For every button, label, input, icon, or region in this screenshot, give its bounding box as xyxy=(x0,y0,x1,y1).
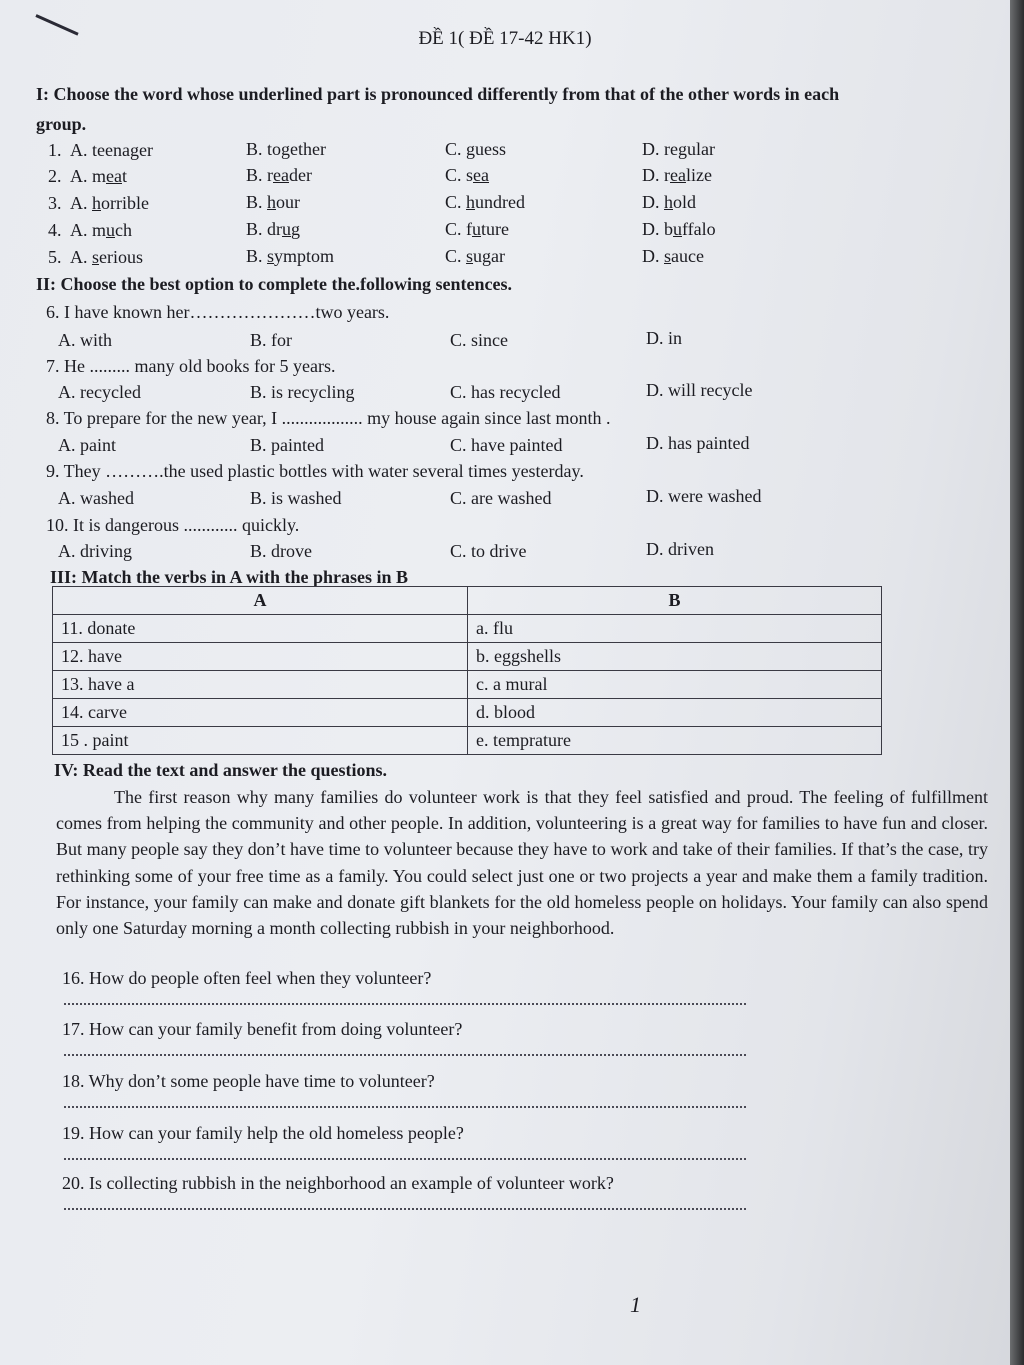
q10-option-b: B. drove xyxy=(250,541,312,561)
verb-cell: 14. carve xyxy=(53,699,468,727)
option-text-segment: ugar xyxy=(473,246,506,266)
question-20: 20. Is collecting rubbish in the neighborhood an example of volunteer work? xyxy=(62,1173,614,1193)
table-row xyxy=(53,643,882,671)
q1-number: 1. xyxy=(48,140,62,160)
q1-option-b xyxy=(246,139,326,160)
option-text-segment: erious xyxy=(99,247,144,267)
option-text-segment: u xyxy=(472,219,481,239)
option-text-segment: s xyxy=(466,246,474,266)
option-text-segment: A. xyxy=(70,247,92,267)
section1-heading-line1: I: Choose the word whose underlined part is pronounced differently from that of the other words in each xyxy=(36,84,840,104)
option-text-segment: ymptom xyxy=(274,246,335,266)
option-text-segment: h xyxy=(466,192,476,212)
verb-cell: 15 . paint xyxy=(53,727,468,755)
q4-option-d xyxy=(642,219,716,240)
answer-line-18 xyxy=(64,1106,746,1108)
q10-option-a: A. driving xyxy=(58,541,132,561)
option-text-segment: lize xyxy=(685,165,712,185)
q7-stem: 7. He ......... many old books for 5 years. xyxy=(46,356,336,376)
q8-option-b: B. painted xyxy=(250,435,324,455)
phrase-cell: c. a mural xyxy=(468,671,882,699)
q7-option-b: B. is recycling xyxy=(250,382,355,402)
option-text-segment: ch xyxy=(115,220,132,240)
q9-stem: 9. They ……….the used plastic bottles with water several times yesterday. xyxy=(46,461,584,481)
q8-option-c: C. have painted xyxy=(450,435,563,455)
q7-option-d: D. will recycle xyxy=(646,380,753,400)
section3-heading: III: Match the verbs in A with the phrases in B xyxy=(50,567,409,587)
verb-cell: 11. donate xyxy=(53,615,468,643)
option-text-segment: B. dr xyxy=(246,219,282,239)
option-text-segment: s xyxy=(92,247,100,267)
table-row xyxy=(53,615,882,643)
q6-option-c: C. since xyxy=(450,330,508,350)
option-text-segment: A. xyxy=(70,193,92,213)
option-text-segment: u xyxy=(106,220,115,240)
q8-option-a: A. paint xyxy=(58,435,116,455)
option-text-segment: ea xyxy=(106,166,122,186)
page-number: 1 xyxy=(630,1292,641,1317)
option-text-segment: t xyxy=(121,166,127,186)
section4-heading: IV: Read the text and answer the questions. xyxy=(54,760,388,780)
option-text-segment: B. xyxy=(246,192,268,212)
verb-cell: 12. have xyxy=(53,643,468,671)
option-text-segment: C. xyxy=(445,246,467,266)
answer-line-16 xyxy=(64,1003,746,1005)
q6-option-a: A. with xyxy=(58,330,112,350)
q5-option-b xyxy=(246,246,334,267)
option-text-segment: C. f xyxy=(445,219,472,239)
q7-option-c: C. has recycled xyxy=(450,382,561,402)
column-a-header: A xyxy=(53,587,468,615)
option-text-segment: B. r xyxy=(246,165,273,185)
option-text-segment: D. regular xyxy=(642,139,715,159)
q2-option-c xyxy=(445,165,489,186)
option-text-segment: ture xyxy=(481,219,509,239)
phrase-cell: a. flu xyxy=(468,615,882,643)
exam-title: ĐỀ 1( ĐỀ 17-42 HK1) xyxy=(418,28,592,49)
option-text-segment: h xyxy=(664,192,673,212)
q5-option-d xyxy=(642,246,704,267)
q2-number: 2. xyxy=(48,166,62,186)
q1-option-c xyxy=(445,139,506,160)
reading-passage-text: The first reason why many families do volunteer work is that they feel satisfied and proud. The feeling of fulfillment comes from helping the community and other people. In addition, volunteering is a great way for families to have fun and closer. But many people say they don’t have time to volunteer because they have to work and take of their families. If that’s the case, try rethinking some of your free time as a family. You could select just one or two projects a year and make them a family tradition. For instance, your family can make and donate gift blankets for the old homeless people on holidays. Your family can also spend only one Saturday morning a month collecting rubbish in your neighborhood. xyxy=(56,787,988,939)
option-text-segment: D. r xyxy=(642,165,670,185)
verb-cell: 13. have a xyxy=(53,671,468,699)
q3-option-b xyxy=(246,192,300,213)
q10-option-c: C. to drive xyxy=(450,541,527,561)
question-18: 18. Why don’t some people have time to volunteer? xyxy=(62,1071,435,1091)
q10-option-d: D. driven xyxy=(646,539,714,559)
phrase-cell: e. temprature xyxy=(468,727,882,755)
matching-table xyxy=(52,586,882,755)
q3-option-c xyxy=(445,192,525,213)
answer-line-20 xyxy=(64,1208,746,1210)
q6-option-b: B. for xyxy=(250,330,292,350)
option-text-segment: D. xyxy=(642,192,664,212)
q4-option-b xyxy=(246,219,300,240)
phrase-cell: b. eggshells xyxy=(468,643,882,671)
option-text-segment: D. xyxy=(642,246,664,266)
option-text-segment: D. b xyxy=(642,219,673,239)
option-text-segment: ffalo xyxy=(682,219,716,239)
q6-option-d: D. in xyxy=(646,328,682,348)
option-text-segment: B. together xyxy=(246,139,326,159)
q1-option-a xyxy=(70,140,153,161)
table-row xyxy=(53,727,882,755)
option-text-segment: der xyxy=(288,165,312,185)
q3-option-a xyxy=(70,193,149,214)
option-text-segment: h xyxy=(92,193,101,213)
reading-passage xyxy=(56,784,988,941)
section1-heading-line2: group. xyxy=(36,114,87,134)
q9-option-a: A. washed xyxy=(58,488,134,508)
column-b-header: B xyxy=(468,587,882,615)
option-text-segment: A. m xyxy=(70,220,106,240)
option-text-segment: orrible xyxy=(101,193,149,213)
option-text-segment: C. guess xyxy=(445,139,507,159)
option-text-segment: s xyxy=(267,246,275,266)
background-edge xyxy=(1010,0,1024,1365)
option-text-segment: ea xyxy=(273,165,289,185)
q5-option-c xyxy=(445,246,505,267)
option-text-segment: g xyxy=(291,219,300,239)
table-row xyxy=(53,699,882,727)
q10-stem: 10. It is dangerous ............ quickly. xyxy=(46,515,300,535)
answer-line-17 xyxy=(64,1054,746,1056)
option-text-segment: C. s xyxy=(445,165,474,185)
q9-option-b: B. is washed xyxy=(250,488,342,508)
q5-option-a xyxy=(70,247,143,268)
phrase-cell: d. blood xyxy=(468,699,882,727)
option-text-segment: u xyxy=(282,219,291,239)
option-text-segment: ea xyxy=(670,165,686,185)
option-text-segment: B. xyxy=(246,246,268,266)
option-text-segment: A. m xyxy=(70,166,106,186)
option-text-segment: old xyxy=(673,192,697,212)
answer-line-19 xyxy=(64,1158,746,1160)
section1-heading xyxy=(36,84,839,105)
option-text-segment: our xyxy=(276,192,301,212)
section2-heading: II: Choose the best option to complete the.following sentences. xyxy=(36,274,512,294)
q4-option-a xyxy=(70,220,132,241)
option-text-segment: ea xyxy=(473,165,489,185)
q8-option-d: D. has painted xyxy=(646,433,750,453)
question-17: 17. How can your family benefit from doing volunteer? xyxy=(62,1019,463,1039)
option-text-segment: C. xyxy=(445,192,467,212)
q9-option-d: D. were washed xyxy=(646,486,762,506)
q9-option-c: C. are washed xyxy=(450,488,552,508)
option-text-segment: s xyxy=(664,246,672,266)
option-text-segment: auce xyxy=(671,246,704,266)
option-text-segment: A. teenager xyxy=(70,140,153,160)
q3-number: 3. xyxy=(48,193,62,213)
option-text-segment: undred xyxy=(475,192,525,212)
question-16: 16. How do people often feel when they volunteer? xyxy=(62,968,432,988)
q6-stem: 6. I have known her…………………two years. xyxy=(46,302,390,322)
question-19: 19. How can your family help the old homeless people? xyxy=(62,1123,464,1143)
q2-option-b xyxy=(246,165,312,186)
option-text-segment: h xyxy=(267,192,277,212)
q5-number: 5. xyxy=(48,247,62,267)
table-row xyxy=(53,671,882,699)
q8-stem: 8. To prepare for the new year, I .................. my house again since last month . xyxy=(46,408,611,428)
q1-option-d xyxy=(642,139,715,160)
q2-option-a xyxy=(70,166,127,187)
q4-option-c xyxy=(445,219,509,240)
option-text-segment: u xyxy=(673,219,682,239)
q7-option-a: A. recycled xyxy=(58,382,141,402)
q2-option-d xyxy=(642,165,712,186)
q4-number: 4. xyxy=(48,220,62,240)
q3-option-d xyxy=(642,192,696,213)
